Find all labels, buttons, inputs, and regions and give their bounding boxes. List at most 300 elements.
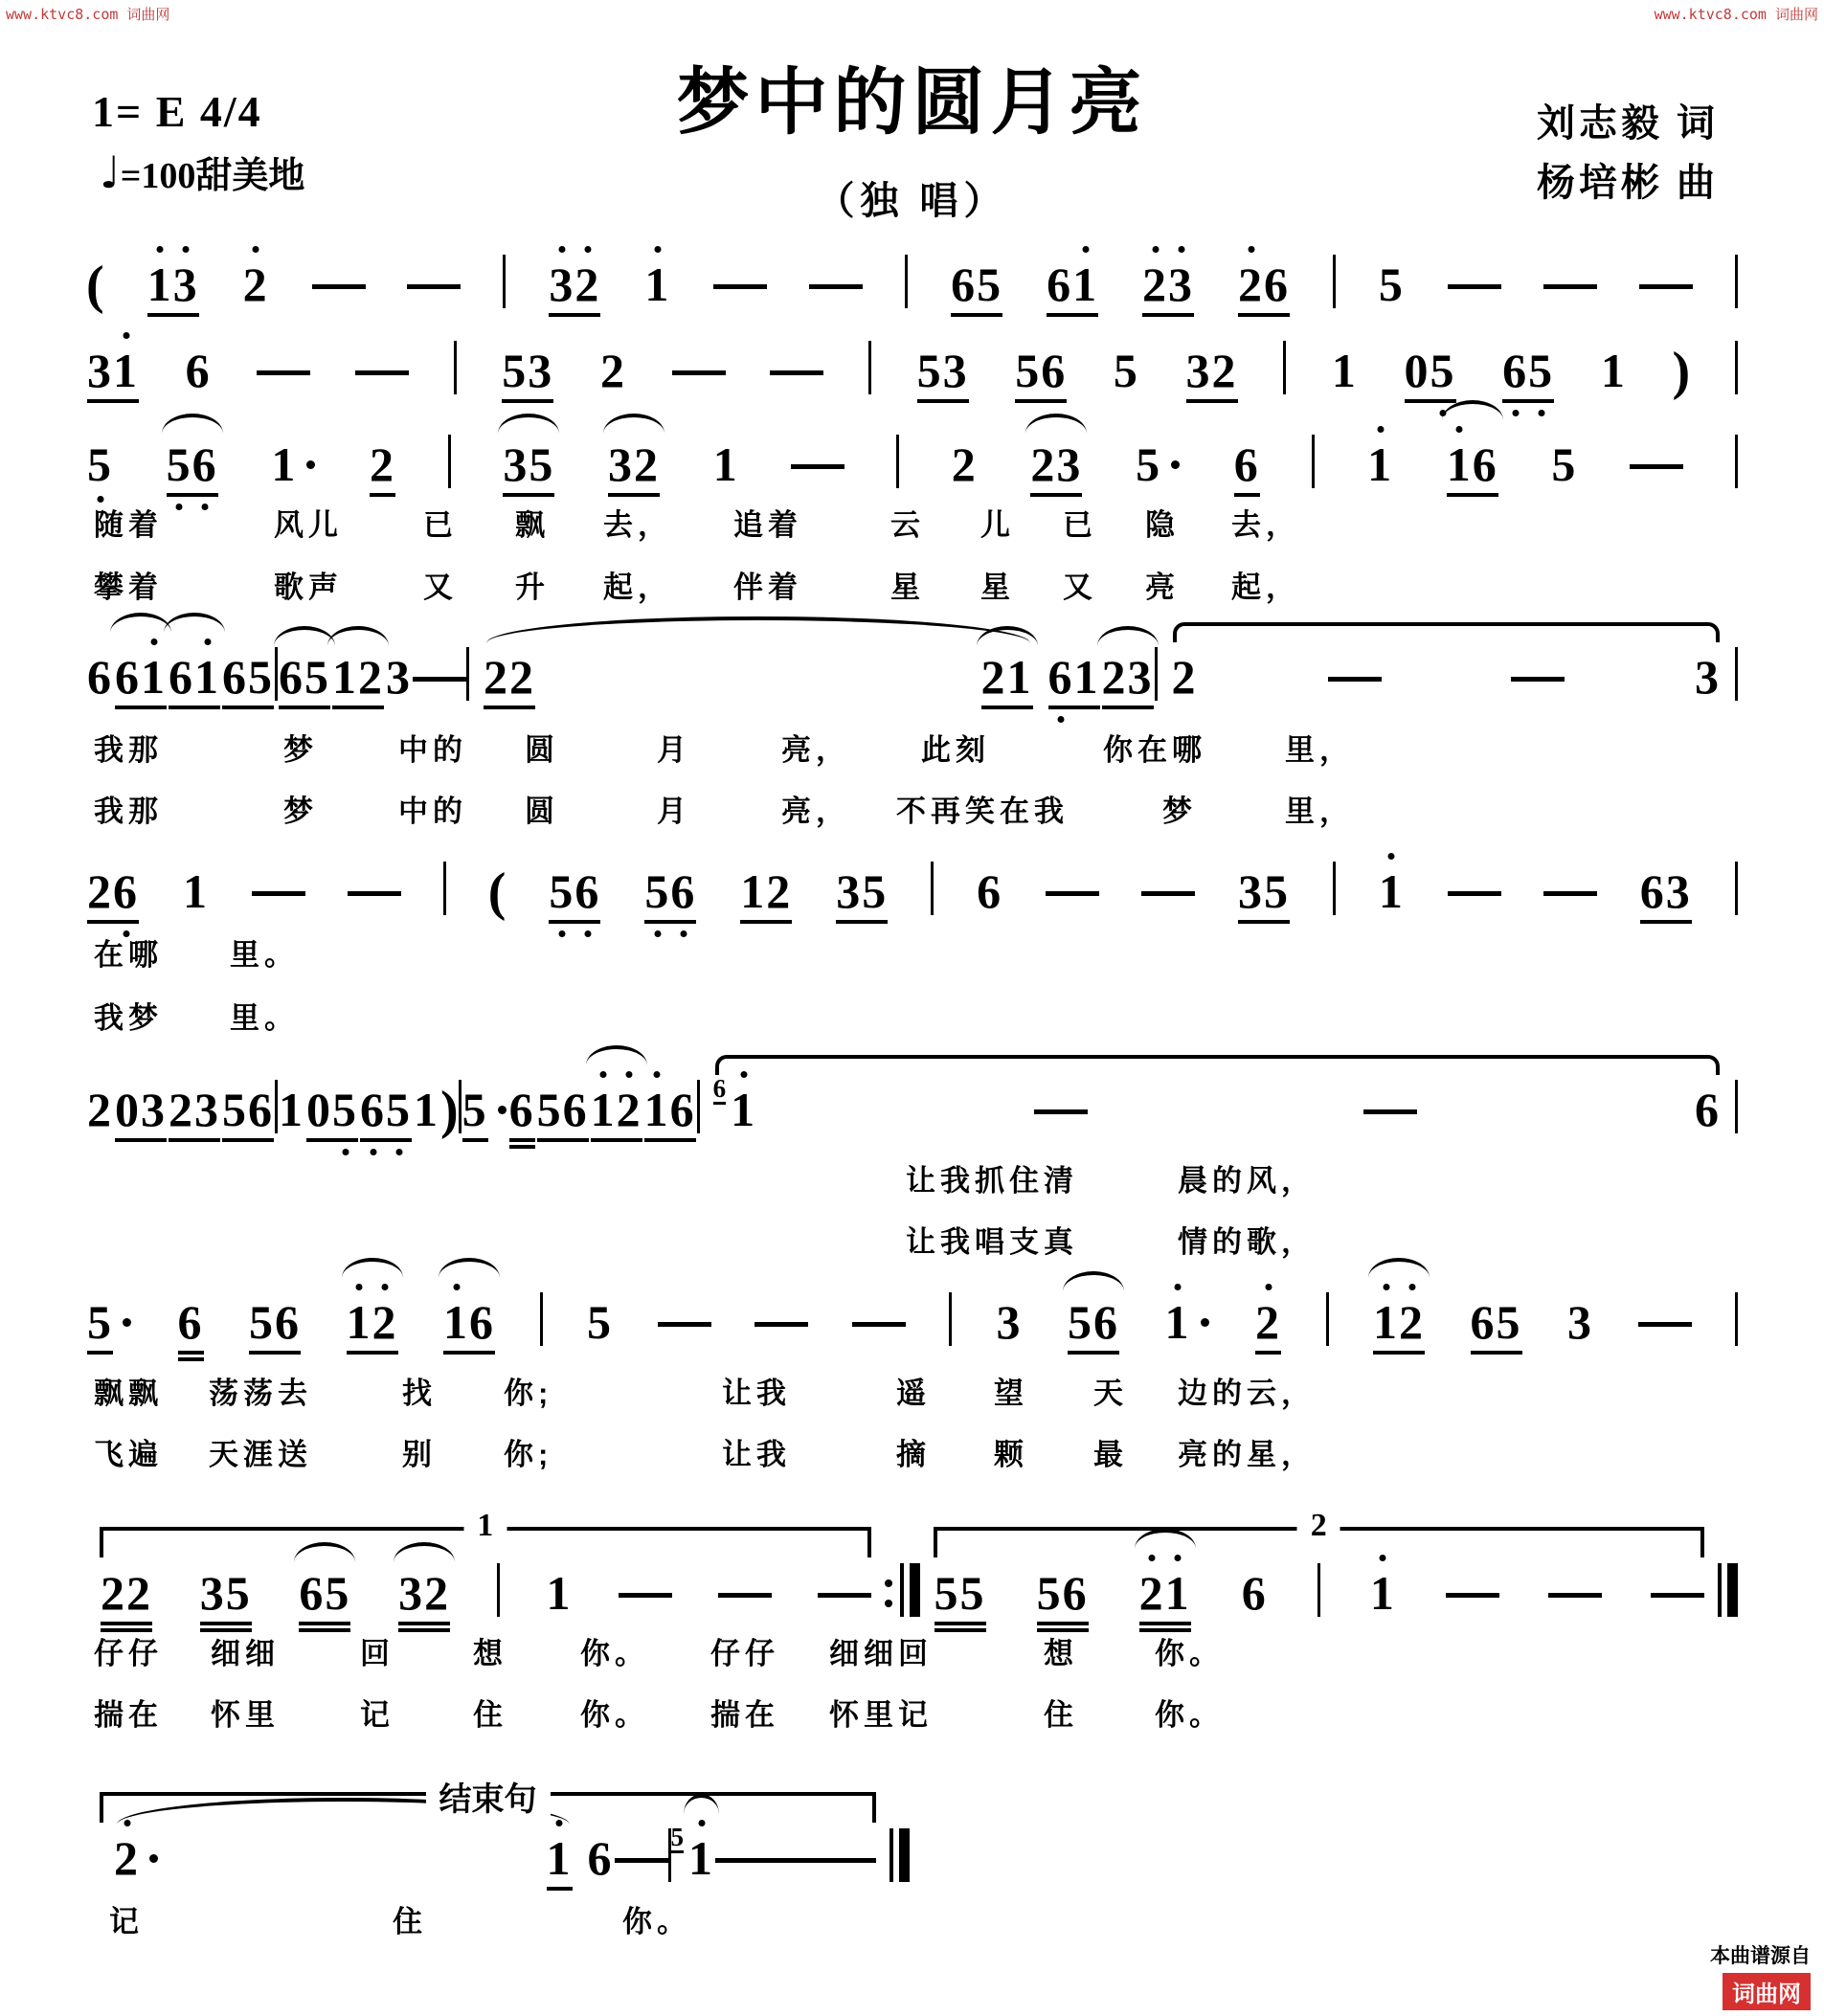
- note: [86, 1295, 133, 1349]
- note-digits: [413, 1083, 440, 1136]
- digit: 6: [977, 864, 1003, 918]
- note-digits: [146, 258, 200, 311]
- note: [1113, 344, 1140, 397]
- digit: 1: [1370, 1569, 1396, 1617]
- lyric-segment: 里。: [230, 1001, 299, 1035]
- digit: 2: [358, 650, 384, 704]
- beam-underline: [509, 1145, 535, 1149]
- note-digits: [1369, 1566, 1397, 1620]
- digit: 2: [1101, 650, 1128, 704]
- digit: 6: [1694, 1083, 1721, 1136]
- slur-arc: [294, 1542, 355, 1562]
- digit: 6: [1502, 347, 1528, 394]
- note-digits: [501, 344, 554, 397]
- octave-dot-above: [183, 246, 190, 253]
- slur-arc: [684, 1794, 719, 1814]
- note: [1164, 1295, 1211, 1349]
- digit: 3: [173, 260, 199, 308]
- digit: 2: [1030, 437, 1057, 491]
- octave-dot-above: [600, 1071, 607, 1078]
- note-digits: [590, 1083, 643, 1136]
- barline: [1312, 435, 1315, 488]
- digit: 6: [279, 650, 304, 704]
- lyric-segment: 荡荡去: [209, 1377, 312, 1410]
- octave-dot-above: [1149, 1555, 1156, 1561]
- grace-note: 6: [712, 1074, 727, 1103]
- repeat-barline: [885, 1563, 920, 1617]
- note: [548, 864, 601, 918]
- tempo-value: =100: [120, 156, 196, 196]
- note: [643, 864, 697, 918]
- slur-arc: [394, 1542, 455, 1562]
- note: [934, 1566, 987, 1620]
- note-digits: [1046, 258, 1099, 311]
- digit: 6: [1062, 1566, 1089, 1620]
- lyric-segment: 升: [515, 571, 550, 604]
- digit: 1: [1331, 344, 1358, 397]
- barline: [1735, 862, 1738, 915]
- digit: 2: [370, 437, 396, 491]
- beam-underline: [370, 493, 395, 497]
- digit: 1: [1073, 650, 1100, 704]
- lyric-segment: 晨的风，: [1178, 1164, 1316, 1198]
- beam-underline: [509, 1138, 535, 1142]
- lyric-segment: 圆: [525, 733, 559, 767]
- digit: 1: [271, 437, 298, 491]
- parenthesis: ): [440, 1081, 459, 1140]
- digit: 2: [1171, 650, 1198, 704]
- song-subtitle: （独 唱）: [816, 179, 1008, 222]
- digit: 6: [670, 867, 696, 915]
- digit: 6: [1639, 864, 1666, 918]
- watermark-top-left: www.ktvc8.com 词曲网: [6, 6, 170, 23]
- digit: 6: [1241, 1566, 1268, 1620]
- lyric-segment: 攀着: [94, 571, 163, 604]
- lyric-segment: 住: [1044, 1698, 1078, 1732]
- lyric-segment: 里。: [230, 938, 299, 972]
- digit: 1: [712, 437, 739, 491]
- barline: [931, 862, 934, 915]
- note-digits: [1501, 344, 1555, 397]
- lyric-segment: 你。: [1155, 1637, 1224, 1670]
- barline: [868, 341, 871, 394]
- sustain-dash: [1651, 1593, 1704, 1598]
- note-digits: [86, 437, 114, 491]
- lyric-segment: 你;: [504, 1438, 553, 1471]
- digit: 1: [279, 1083, 304, 1136]
- digit: 6: [469, 1295, 495, 1349]
- digit: 2: [114, 1834, 140, 1882]
- note: [1141, 258, 1195, 311]
- augmentation-dot: [123, 1318, 131, 1327]
- digit: 2: [1399, 1298, 1425, 1346]
- digit: 2: [634, 437, 661, 491]
- lyric-segment: 你。: [580, 1637, 649, 1670]
- note: [177, 1295, 205, 1349]
- watermark-top-right: www.ktvc8.com 词曲网: [1654, 6, 1818, 23]
- barline: [1735, 1292, 1738, 1346]
- note: [1366, 437, 1394, 491]
- barline: [448, 435, 451, 488]
- digit: 3: [1127, 650, 1154, 704]
- augmentation-dot: [498, 1106, 507, 1114]
- beam-underline: [1142, 313, 1194, 317]
- beam-underline: [87, 1351, 113, 1355]
- slur-arc: [1135, 1529, 1196, 1549]
- note: [950, 258, 1003, 311]
- note: [168, 1083, 221, 1136]
- score-line-5: [86, 854, 1738, 922]
- sustain-dash: [1446, 1593, 1499, 1598]
- octave-dot-below: [1512, 410, 1519, 416]
- lyric-row-9: [86, 1369, 1738, 1409]
- note: [501, 344, 554, 397]
- barline: [1333, 862, 1336, 915]
- beam-underline: [147, 313, 199, 317]
- slur-group: [483, 650, 1034, 704]
- lyric-row-2: [86, 563, 1738, 603]
- note: [1404, 344, 1457, 397]
- score-line-9: [86, 1782, 910, 1885]
- lyric-segment: 圆: [525, 795, 559, 828]
- beam-underline: [740, 920, 792, 924]
- note-digits: [548, 258, 601, 311]
- note-digits: [1372, 1295, 1426, 1349]
- barline: [1283, 341, 1286, 394]
- lyric-segment: 我那: [94, 795, 163, 828]
- lyric-row-3: [86, 726, 1738, 766]
- sustain-dash: [1363, 1109, 1417, 1114]
- digit: 5: [1264, 864, 1290, 918]
- barline: [697, 1080, 700, 1133]
- beam-underline: [279, 706, 330, 709]
- note: [298, 1566, 351, 1620]
- lyric-row-4: [86, 787, 1738, 827]
- digit: 3: [549, 260, 574, 308]
- lyric-segment: 仔仔: [94, 1637, 163, 1670]
- note: [508, 1083, 536, 1136]
- sustain-dash: [1034, 1109, 1088, 1114]
- note: [1138, 1566, 1192, 1620]
- note-digits: [951, 437, 979, 491]
- volta-label: 1: [463, 1508, 507, 1544]
- lyric-segment: 亮的星，: [1178, 1438, 1316, 1471]
- note-digits: [607, 437, 661, 491]
- volta-bracket-1: [100, 1508, 871, 1620]
- digit: 6: [360, 1086, 386, 1133]
- digit: 1: [644, 260, 670, 308]
- digit: 1: [347, 1298, 372, 1346]
- note-digits: [1036, 1566, 1090, 1620]
- lyric-segment: 云: [890, 508, 925, 542]
- note: [369, 437, 396, 491]
- lyric-segment: 细细: [211, 1637, 280, 1670]
- note: [607, 437, 661, 491]
- barline: [1735, 1080, 1738, 1133]
- lyric-segment: 让我唱支真: [906, 1225, 1078, 1259]
- digit: 3: [87, 344, 113, 397]
- lyric-segment: 歌声: [274, 571, 343, 604]
- note-digits: [1067, 1295, 1120, 1349]
- lyric-segment: 天: [1093, 1377, 1128, 1410]
- note: [397, 1566, 451, 1620]
- note: [242, 258, 270, 311]
- beam-underline: [644, 920, 696, 924]
- digit: 0: [1404, 344, 1430, 397]
- digit: 5: [977, 258, 1003, 311]
- note-digits: [1254, 1295, 1282, 1349]
- octave-dot-above: [253, 246, 259, 253]
- note-digits: [730, 1083, 757, 1136]
- digit: 3: [1694, 650, 1721, 704]
- note-digits: [1446, 437, 1499, 491]
- volta-label: 结束句: [426, 1773, 551, 1820]
- octave-dot-above: [1175, 1284, 1182, 1290]
- quarter-note-icon: ♩: [100, 146, 121, 198]
- tie-group: [712, 1074, 1722, 1136]
- digit: 5: [1378, 258, 1405, 311]
- note: [951, 437, 979, 491]
- beam-underline: [169, 706, 220, 709]
- score-line-8: [86, 1508, 1738, 1620]
- note-digits: [739, 864, 793, 918]
- digit: 3: [1168, 260, 1194, 308]
- lyric-row-7: [86, 1156, 1738, 1197]
- barline: [497, 1563, 500, 1617]
- barline: [443, 862, 446, 915]
- digit: 3: [199, 1566, 226, 1620]
- octave-dot-above: [740, 1071, 747, 1078]
- note-digits: [397, 1566, 451, 1620]
- note: [1331, 344, 1359, 397]
- note-digits: [86, 1295, 114, 1349]
- octave-dot-above: [558, 246, 565, 253]
- digit: 1: [147, 260, 173, 308]
- digit: 2: [951, 437, 978, 491]
- note-digits: [185, 344, 213, 397]
- beam-underline: [332, 706, 384, 709]
- lyric-segment: 住: [393, 1905, 427, 1938]
- digit: 1: [1447, 440, 1473, 488]
- note-digits: [221, 650, 275, 704]
- note: [1470, 1295, 1523, 1349]
- note: [1550, 437, 1578, 491]
- barline: [1735, 647, 1738, 701]
- parenthesis: (: [487, 862, 507, 922]
- octave-dot-above: [453, 1284, 460, 1290]
- note-digits: [502, 437, 555, 491]
- key-signature: 1= E 4/4: [92, 87, 262, 136]
- note: [346, 1295, 399, 1349]
- lyric-row-11: [86, 1629, 1738, 1669]
- note: [980, 650, 1034, 704]
- lyric-segment: 又: [423, 571, 458, 604]
- digit: 5: [959, 1566, 986, 1620]
- digit: 5: [1036, 1566, 1063, 1620]
- note-digits: [643, 1083, 697, 1136]
- note: [114, 1083, 168, 1136]
- note-digits: [976, 864, 1003, 918]
- barline: [454, 341, 457, 394]
- final-barline: [1718, 1563, 1738, 1617]
- note: [1639, 864, 1693, 918]
- note: [536, 1083, 590, 1136]
- note-digits: [248, 1295, 302, 1349]
- note-digits: [221, 1083, 275, 1136]
- digit: 3: [1056, 437, 1083, 491]
- digit: 2: [424, 1566, 451, 1620]
- digit: 6: [222, 650, 248, 704]
- note: [185, 344, 213, 397]
- digit: 5: [225, 1566, 252, 1620]
- composer-credit: 杨培彬 曲: [1537, 161, 1719, 204]
- note-digits: [86, 650, 114, 704]
- note: [1233, 437, 1261, 491]
- digit: 1: [591, 1086, 617, 1133]
- score-line-7: [86, 1285, 1738, 1349]
- lyric-segment: 揣在: [710, 1698, 779, 1732]
- source-prefix: 本曲谱源自: [1710, 1945, 1811, 1967]
- lyric-segment: 你。: [1155, 1698, 1224, 1732]
- note: [739, 864, 793, 918]
- beam-underline: [549, 313, 600, 317]
- volta-label: 2: [1297, 1508, 1340, 1544]
- octave-dot-above: [356, 1284, 363, 1290]
- lyric-segment: 找: [402, 1377, 437, 1410]
- lyric-segment: 里，: [1285, 733, 1354, 767]
- digit: 5: [222, 1083, 248, 1136]
- digit: 1: [332, 650, 358, 704]
- lyric-segment: 中的: [398, 795, 467, 828]
- note: [113, 1831, 160, 1885]
- note-digits: [177, 1295, 205, 1349]
- octave-dot-above: [654, 246, 661, 253]
- digit: 6: [951, 258, 978, 311]
- sustain-dash: [791, 464, 844, 469]
- note: [413, 1083, 440, 1136]
- note: [462, 1083, 508, 1136]
- slur-arc: [110, 613, 171, 633]
- note: [590, 1083, 643, 1136]
- digit: 5: [386, 1086, 412, 1133]
- note: [1014, 344, 1068, 397]
- digit: 5: [249, 1295, 275, 1349]
- barline: [503, 255, 506, 308]
- note-digits: [546, 1831, 574, 1885]
- note-digits: [1470, 1295, 1523, 1349]
- sustain-dash: [658, 1322, 711, 1327]
- note-digits: [916, 344, 970, 397]
- beam-underline: [981, 706, 1033, 709]
- note-digits: [508, 1083, 536, 1136]
- digit: 2: [101, 1566, 126, 1620]
- note: [548, 258, 601, 311]
- note: [86, 344, 140, 397]
- lyric-segment: 此刻: [921, 733, 990, 767]
- lyric-segment: 记: [360, 1698, 394, 1732]
- digit: 2: [617, 1086, 642, 1133]
- note: [182, 864, 210, 918]
- digit: 5: [536, 1083, 563, 1136]
- note-digits: [643, 864, 697, 918]
- digit: 3: [503, 437, 529, 491]
- digit: 1: [546, 1566, 573, 1620]
- slur-arc: [342, 1258, 403, 1278]
- note-digits: [536, 1083, 590, 1136]
- lyric-segment: 想: [1044, 1637, 1078, 1670]
- digit: 6: [562, 1083, 589, 1136]
- note-digits: [100, 1566, 153, 1620]
- octave-dot-above: [654, 1071, 661, 1078]
- note-digits: [996, 1295, 1024, 1349]
- lyric-segment: 让我: [722, 1377, 791, 1410]
- digit: 1: [740, 864, 767, 918]
- lyric-segment: 情的歌，: [1178, 1225, 1316, 1259]
- augmentation-dot: [1171, 460, 1180, 469]
- digit: 6: [1470, 1295, 1497, 1349]
- beam-underline: [101, 1622, 152, 1625]
- note-digits: [278, 1083, 305, 1136]
- digit: 3: [398, 1566, 425, 1620]
- note: [1185, 344, 1239, 397]
- beam-underline: [484, 706, 535, 709]
- note: [483, 650, 536, 704]
- lyric-segment: 让我: [722, 1438, 791, 1471]
- digit: 5: [167, 440, 192, 488]
- beam-underline: [1234, 493, 1260, 497]
- note: [545, 1566, 573, 1620]
- digit: 5: [462, 1083, 488, 1136]
- sustain-dash: [1548, 1593, 1602, 1598]
- barline: [1326, 1292, 1329, 1346]
- digit: 5: [549, 867, 574, 915]
- lyric-segment: 在哪: [94, 938, 163, 972]
- beam-underline: [115, 706, 167, 709]
- note-digits: [950, 258, 1003, 311]
- note-digits: [1404, 344, 1457, 397]
- lyric-segment: 飞遍: [94, 1438, 163, 1471]
- parenthesis: (: [86, 256, 104, 315]
- lyric-segment: 颗: [994, 1438, 1028, 1471]
- note-digits: [1550, 437, 1578, 491]
- digit: 3: [386, 650, 412, 704]
- note: [1369, 1566, 1397, 1620]
- octave-dot-above: [1380, 1555, 1386, 1561]
- note: [270, 437, 317, 491]
- note-digits: [278, 650, 331, 704]
- lyric-segment: 去，: [603, 508, 672, 542]
- sustain-dash: [822, 1858, 876, 1863]
- note-digits: [359, 1083, 413, 1136]
- digit: 1: [644, 1086, 670, 1133]
- note-digits: [1047, 650, 1101, 704]
- digit: 5: [916, 344, 943, 397]
- lyric-segment: 仔仔: [710, 1637, 779, 1670]
- digit: 1: [1006, 650, 1033, 704]
- digit: 1: [731, 1086, 756, 1133]
- beam-underline: [178, 1357, 204, 1361]
- octave-dot-above: [556, 1820, 563, 1826]
- octave-dot-above: [1383, 1284, 1389, 1290]
- note: [643, 258, 671, 311]
- note: [599, 344, 627, 397]
- digit: 2: [484, 650, 509, 704]
- octave-dot-above: [584, 246, 591, 253]
- sustain-dash: [1448, 284, 1501, 289]
- slur-arc: [977, 626, 1038, 646]
- lyric-segment: 住: [473, 1698, 507, 1732]
- lyric-segment: 月: [657, 733, 691, 767]
